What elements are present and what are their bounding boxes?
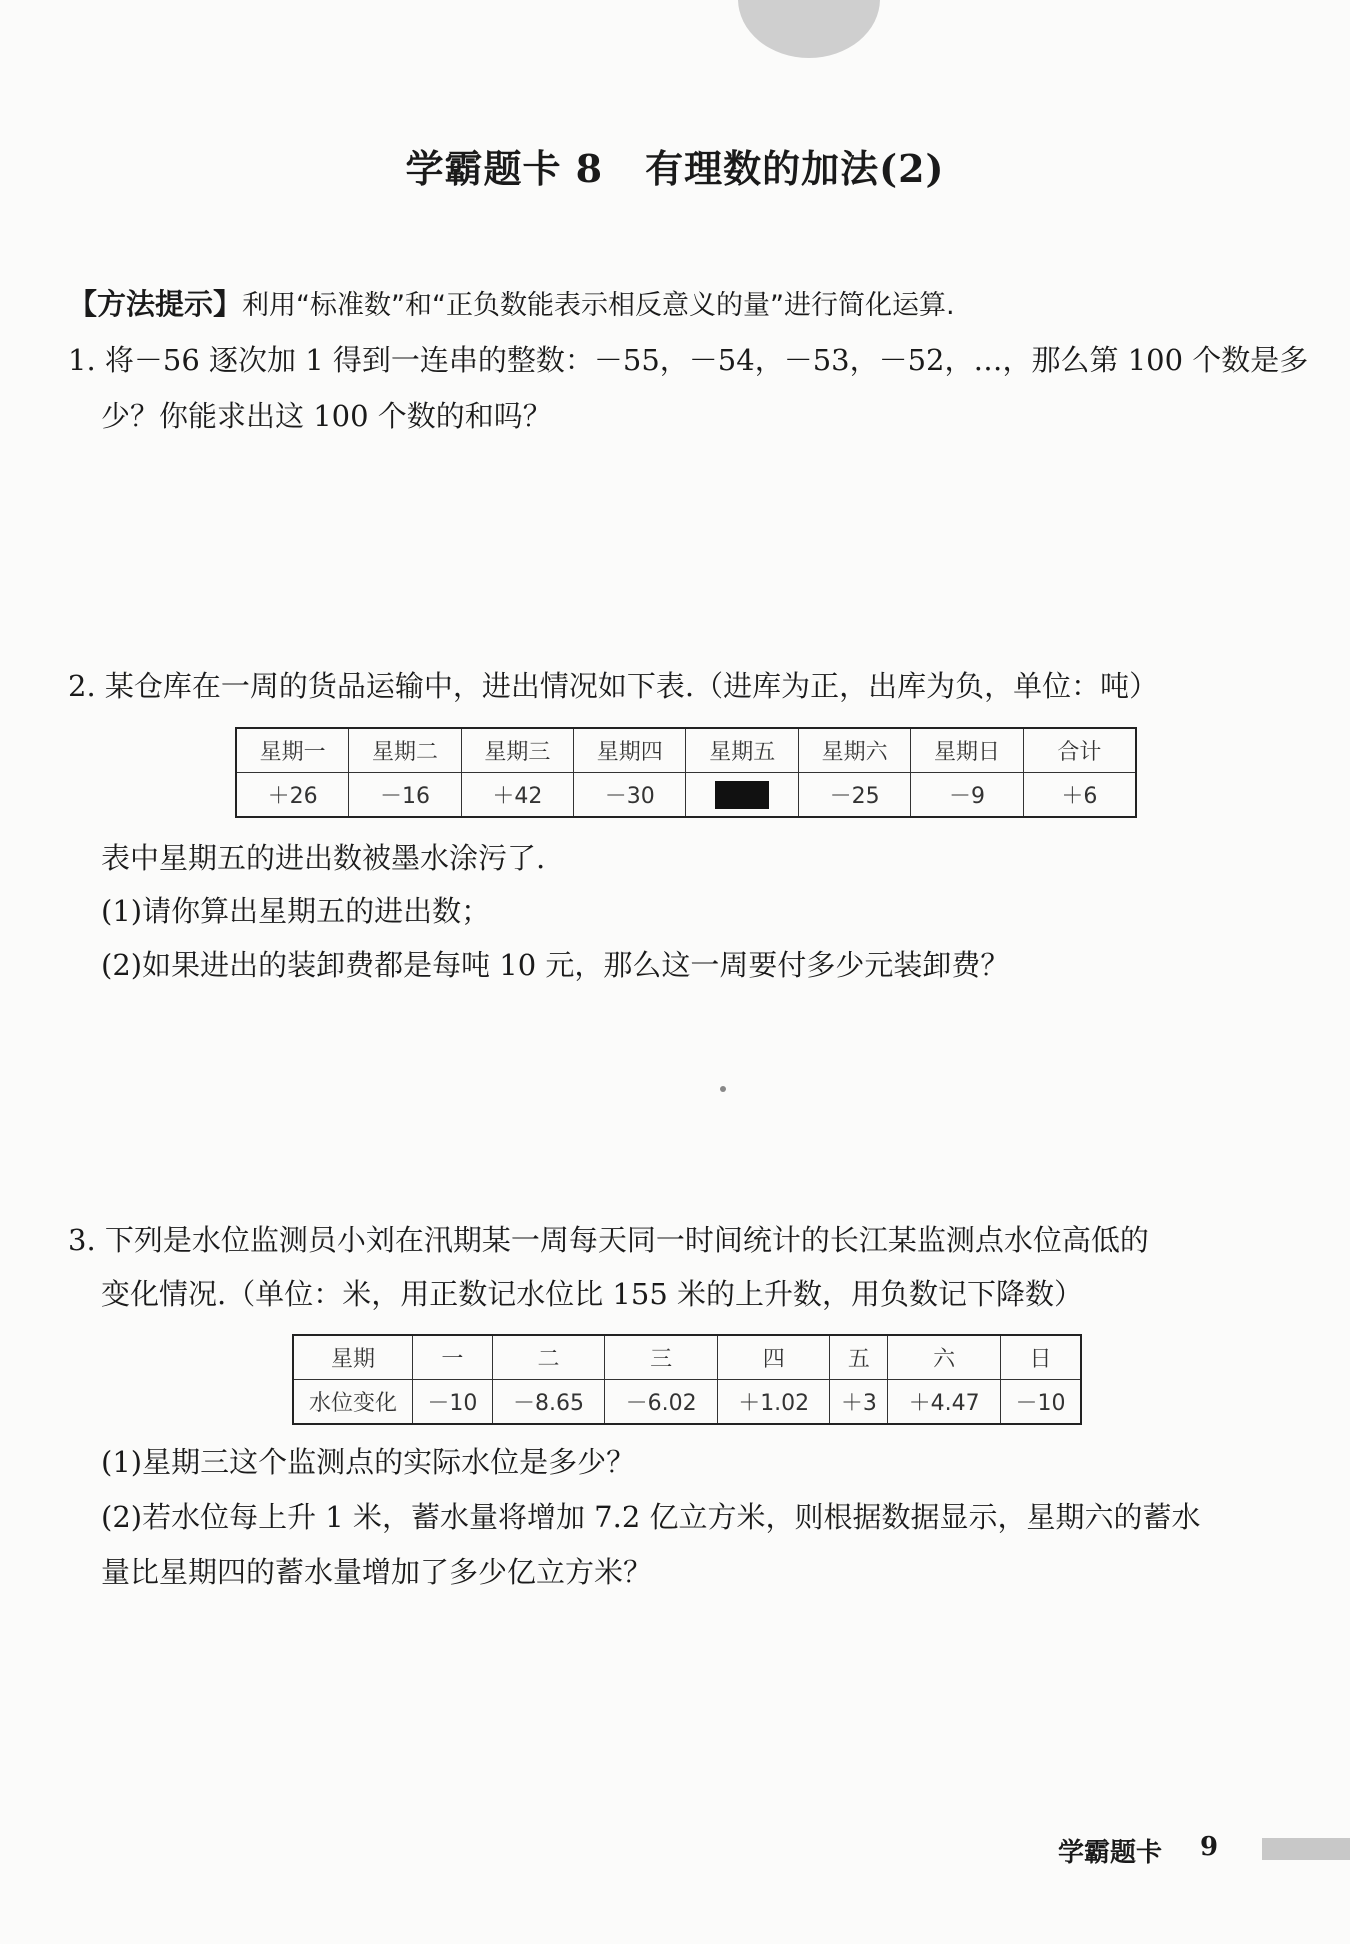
q3-sub2a: (2)若水位每上升 1 米，蓄水量将增加 7.2 亿立方米，则根据数据显示，星期六的蓄水 (101, 1500, 1201, 1534)
q2-value-cell: ＋6 (1023, 773, 1136, 818)
q3-header-cell: 星期 (293, 1335, 413, 1380)
q2-note: 表中星期五的进出数被墨水涂污了. (101, 841, 546, 875)
q2-header-cell: 星期二 (349, 728, 461, 773)
q3-header-cell: 四 (717, 1335, 830, 1380)
q1-line1: 1. 将－56 逐次加 1 得到一连串的整数：－55，－54，－53，－52，…，那么第 100 个数是多 (68, 343, 1309, 377)
q2-value-cell: －16 (349, 773, 461, 818)
q3-value-cell: －6.02 (605, 1380, 718, 1425)
hint-text: 利用“标准数”和“正负数能表示相反意义的量”进行简化运算. (242, 290, 955, 321)
method-hint (68, 286, 955, 324)
q3-header-cell: 一 (413, 1335, 493, 1380)
page-tab-decoration (738, 0, 880, 58)
q2-header-cell: 星期五 (686, 728, 799, 773)
q3-value-cell: －10 (413, 1380, 493, 1425)
q3-value-cell: －8.65 (492, 1380, 605, 1425)
page-number: 9 (1200, 1832, 1219, 1862)
q2-sub2: (2)如果进出的装卸费都是每吨 10 元，那么这一周要付多少元装卸费？ (101, 948, 1010, 982)
q3-table-header-row (293, 1335, 1081, 1380)
q1-line2: 少？你能求出这 100 个数的和吗？ (101, 399, 552, 433)
q3-line2: 变化情况.（单位：米，用正数记水位比 155 米的上升数，用负数记下降数） (101, 1277, 1084, 1311)
q2-value-cell: －25 (798, 773, 910, 818)
q2-value-cell: ＋26 (236, 773, 349, 818)
q2-sub1: (1)请你算出星期五的进出数； (101, 894, 491, 928)
q3-value-cell: 水位变化 (293, 1380, 413, 1425)
ink-blot (715, 781, 769, 809)
q3-header-cell: 六 (888, 1335, 1001, 1380)
q2-header-cell: 星期四 (574, 728, 686, 773)
hint-label: 【方法提示】 (68, 287, 243, 321)
q2-header-cell: 星期日 (911, 728, 1023, 773)
q3-header-cell: 五 (830, 1335, 888, 1380)
q3-header-cell: 日 (1000, 1335, 1081, 1380)
q2-table (235, 727, 1137, 818)
footer-label: 学霸题卡 (1058, 1838, 1163, 1868)
q2-line1: 2. 某仓库在一周的货品运输中，进出情况如下表.（进库为正，出库为负，单位：吨） (68, 669, 1159, 703)
q2-value-cell-smudged (686, 773, 799, 818)
q3-line1: 3. 下列是水位监测员小刘在汛期某一周每天同一时间统计的长江某监测点水位高低的 (68, 1223, 1149, 1257)
q2-table-value-row (236, 773, 1136, 818)
title-main: 学霸题卡 8 (405, 146, 604, 191)
footer-bar-decoration (1262, 1838, 1350, 1860)
q3-value-cell: －10 (1000, 1380, 1081, 1425)
q2-value-cell: ＋42 (461, 773, 573, 818)
q2-value-cell: －9 (911, 773, 1023, 818)
page-title (0, 138, 1350, 193)
q3-table-value-row (293, 1380, 1081, 1425)
q3-value-cell: ＋1.02 (717, 1380, 830, 1425)
q2-header-cell: 星期三 (461, 728, 573, 773)
q2-header-cell: 星期一 (236, 728, 349, 773)
q2-header-cell: 合计 (1023, 728, 1136, 773)
q3-sub2b: 量比星期四的蓄水量增加了多少亿立方米？ (101, 1555, 653, 1589)
q3-header-cell: 三 (605, 1335, 718, 1380)
q2-value-cell: －30 (574, 773, 686, 818)
q3-value-cell: ＋4.47 (888, 1380, 1001, 1425)
q3-header-cell: 二 (492, 1335, 605, 1380)
q2-header-cell: 星期六 (798, 728, 910, 773)
q2-table-header-row (236, 728, 1136, 773)
q3-value-cell: ＋3 (830, 1380, 888, 1425)
speck (720, 1086, 726, 1092)
title-sub: 有理数的加法(2) (645, 146, 945, 191)
q3-table (292, 1334, 1082, 1425)
q3-sub1: (1)星期三这个监测点的实际水位是多少？ (101, 1445, 636, 1479)
